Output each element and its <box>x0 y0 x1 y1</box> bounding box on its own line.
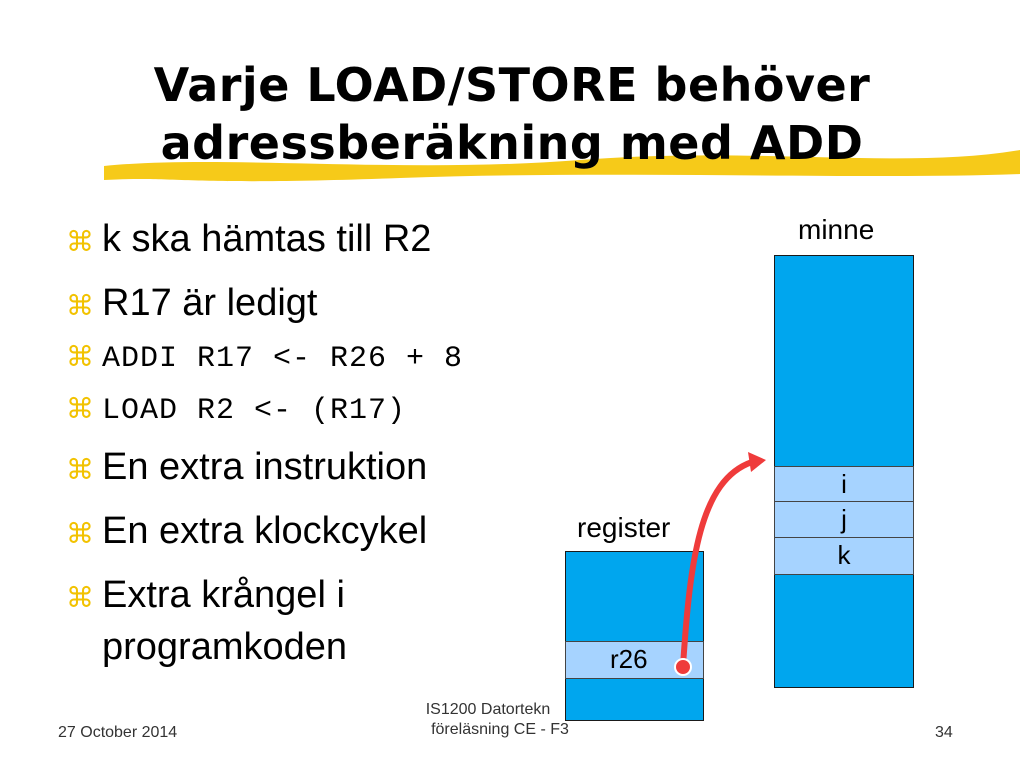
memory-cell-j: j <box>774 501 914 538</box>
title-line-2: adressberäkning med ADD <box>160 116 864 170</box>
slide-title <box>0 56 1024 172</box>
footer-course-line-1: IS1200 Datortekn <box>425 701 551 718</box>
list-item <box>66 446 427 489</box>
bullet-text: R17 är ledigt <box>102 282 318 324</box>
list-item <box>66 510 427 553</box>
footer-course-line-2: föreläsning CE - F3 <box>431 721 569 738</box>
z-bullet-icon: ⌘ <box>66 289 94 322</box>
list-item <box>66 340 463 376</box>
z-bullet-icon: ⌘ <box>66 453 94 486</box>
footer-date: 27 October 2014 <box>58 724 178 741</box>
list-item <box>66 392 406 428</box>
memory-label: minne <box>798 214 875 245</box>
register-cell-r26: r26 <box>565 641 704 679</box>
footer-course <box>410 700 590 740</box>
bullet-text: programkoden <box>102 626 348 668</box>
z-bullet-icon: ⌘ <box>66 340 94 373</box>
list-item <box>66 574 345 617</box>
bullet-code: ADDI R17 <- R26 + 8 <box>102 342 464 376</box>
page-number: 34 <box>935 724 953 741</box>
bullet-code: LOAD R2 <- (R17) <box>102 394 407 428</box>
bullet-text: En extra klockcykel <box>102 510 428 552</box>
list-item <box>66 282 317 325</box>
bullet-text: En extra instruktion <box>102 446 428 488</box>
memory-cell-k: k <box>774 537 914 575</box>
memory-cell-i: i <box>774 466 914 502</box>
z-bullet-icon: ⌘ <box>66 517 94 550</box>
bullet-text: k ska hämtas till R2 <box>102 218 432 260</box>
list-item <box>66 218 431 261</box>
z-bullet-icon: ⌘ <box>66 581 94 614</box>
bullet-text: Extra krångel i <box>102 574 345 616</box>
title-line-1: Varje LOAD/STORE behöver <box>153 58 871 112</box>
z-bullet-icon: ⌘ <box>66 392 94 425</box>
register-block <box>565 551 704 721</box>
list-item-continuation <box>66 626 347 669</box>
z-bullet-icon: ⌘ <box>66 225 94 258</box>
register-label: register <box>577 512 671 543</box>
